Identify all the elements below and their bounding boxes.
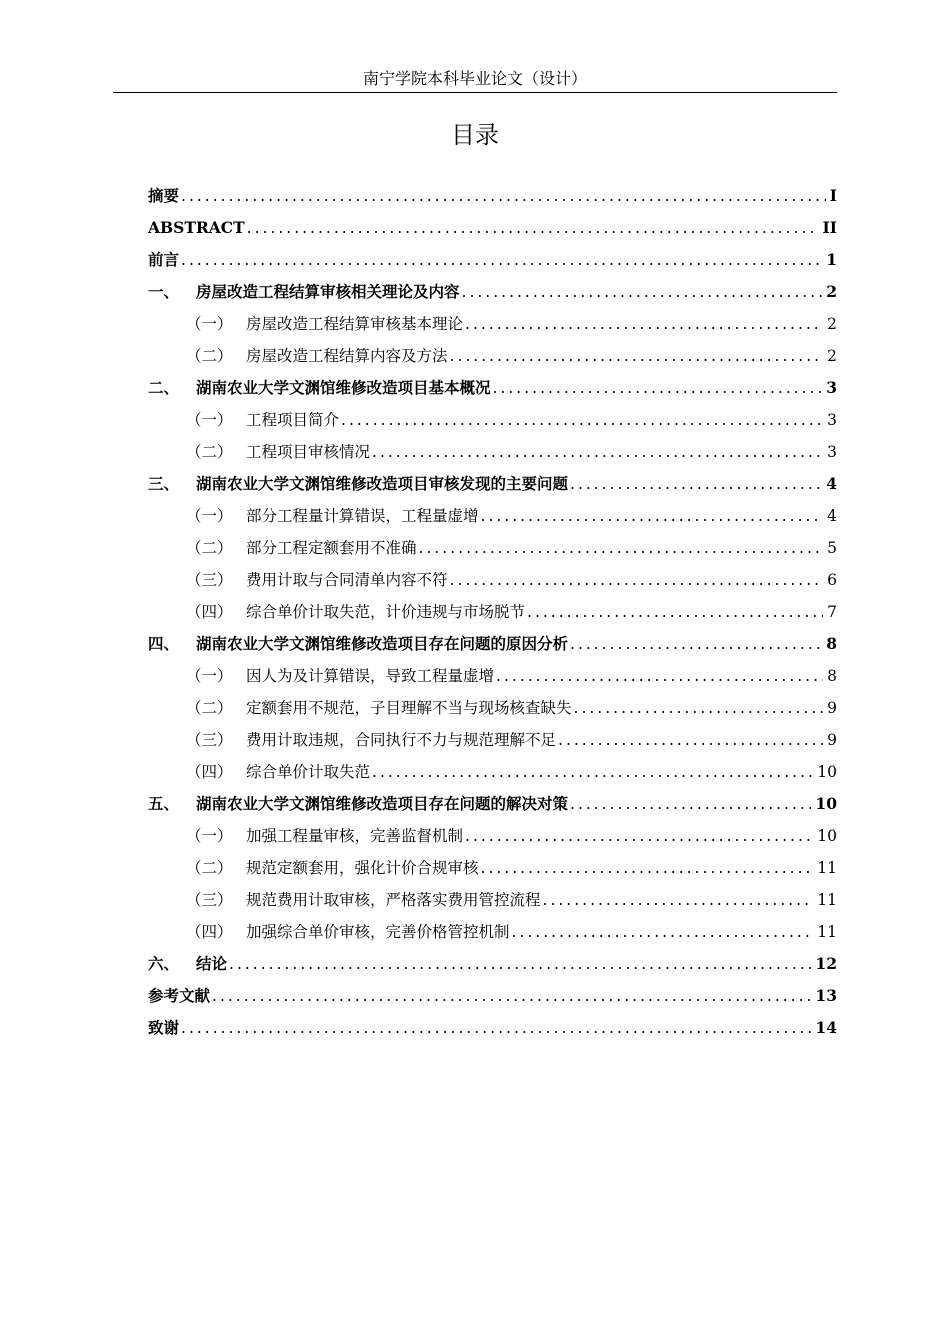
toc-page-number: 6 xyxy=(827,571,837,589)
toc-subentry[interactable] xyxy=(148,884,837,916)
dot-leader xyxy=(558,724,823,756)
toc-entry-title: 因人为及计算错误，导致工程量虚增 xyxy=(246,667,495,685)
toc-entry[interactable] xyxy=(148,244,837,276)
toc-entry-number: 一、 xyxy=(148,282,180,301)
toc-page-number: 3 xyxy=(827,443,837,461)
toc-page-number: 2 xyxy=(826,282,837,301)
toc-page-number: 9 xyxy=(827,731,837,749)
toc-page-number: 13 xyxy=(815,986,837,1005)
table-of-contents xyxy=(148,180,837,1044)
toc-subentry[interactable] xyxy=(148,340,837,372)
dot-leader xyxy=(247,212,819,244)
toc-entry-title: 湖南农业大学文渊馆维修改造项目审核发现的主要问题 xyxy=(196,474,569,493)
toc-page-number: 14 xyxy=(815,1018,837,1037)
toc-subentry[interactable] xyxy=(148,500,837,532)
toc-page-number: I xyxy=(829,186,837,205)
dot-leader xyxy=(570,788,811,820)
dot-leader xyxy=(372,436,823,468)
toc-subentry[interactable] xyxy=(148,916,837,948)
dot-leader xyxy=(481,500,824,532)
toc-entry-title: 摘要 xyxy=(148,186,180,205)
toc-page-number: 2 xyxy=(827,315,837,333)
dot-leader xyxy=(570,628,822,660)
toc-page-number: 10 xyxy=(817,827,837,845)
toc-entry-number: 二、 xyxy=(148,378,180,397)
toc-entry[interactable] xyxy=(148,212,837,244)
toc-page-number: 3 xyxy=(826,378,837,397)
toc-page-number: II xyxy=(822,218,837,237)
dot-leader xyxy=(481,852,814,884)
dot-leader xyxy=(462,276,823,308)
page-title: 目录 xyxy=(451,121,499,149)
toc-entry-title: 房屋改造工程结算审核基本理论 xyxy=(246,315,464,333)
toc-page-number: 12 xyxy=(815,954,837,973)
toc-entry-title: 加强工程量审核，完善监督机制 xyxy=(246,827,464,845)
toc-entry-title: 湖南农业大学文渊馆维修改造项目存在问题的解决对策 xyxy=(196,794,569,813)
dot-leader xyxy=(229,948,811,980)
dot-leader xyxy=(372,756,813,788)
toc-entry[interactable] xyxy=(148,980,837,1012)
toc-page-number: 5 xyxy=(827,539,837,557)
toc-entry-title: 前言 xyxy=(148,250,180,269)
toc-entry-number: （一） xyxy=(186,507,233,525)
dot-leader xyxy=(181,244,822,276)
dot-leader xyxy=(512,916,814,948)
toc-entry[interactable] xyxy=(148,628,837,660)
dot-leader xyxy=(574,692,824,724)
toc-page-number: 8 xyxy=(827,667,837,685)
toc-entry[interactable] xyxy=(148,1012,837,1044)
dot-leader xyxy=(496,660,823,692)
toc-page-number: 9 xyxy=(827,699,837,717)
toc-entry-title: 费用计取违规，合同执行不力与规范理解不足 xyxy=(246,731,557,749)
dot-leader xyxy=(465,820,813,852)
toc-page-number: 2 xyxy=(827,347,837,365)
toc-entry-number: 三、 xyxy=(148,474,180,493)
toc-entry-title: 定额套用不规范，子目理解不当与现场核查缺失 xyxy=(246,699,572,717)
dot-leader xyxy=(181,1012,811,1044)
toc-entry-title: 综合单价计取失范，计价违规与市场脱节 xyxy=(246,603,526,621)
toc-entry-title: 致谢 xyxy=(148,1018,180,1037)
toc-subentry[interactable] xyxy=(148,660,837,692)
dot-leader xyxy=(493,372,823,404)
toc-entry-title: 工程项目简介 xyxy=(246,411,340,429)
toc-entry-number: （二） xyxy=(186,539,233,557)
toc-entry-number: 六、 xyxy=(148,954,180,973)
toc-entry-title: 湖南农业大学文渊馆维修改造项目存在问题的原因分析 xyxy=(196,634,569,653)
toc-entry-number: （一） xyxy=(186,411,233,429)
dot-leader xyxy=(465,308,823,340)
toc-entry-title: 工程项目审核情况 xyxy=(246,443,371,461)
toc-subentry[interactable] xyxy=(148,308,837,340)
toc-entry-title: 加强综合单价审核，完善价格管控机制 xyxy=(246,923,510,941)
dot-leader xyxy=(527,596,823,628)
toc-entry-number: （三） xyxy=(186,891,233,909)
toc-entry[interactable] xyxy=(148,180,837,212)
toc-entry-number: （一） xyxy=(186,827,233,845)
toc-entry-number: 五、 xyxy=(148,794,180,813)
toc-entry-number: （一） xyxy=(186,667,233,685)
toc-entry-number: （四） xyxy=(186,603,233,621)
toc-entry-title: 费用计取与合同清单内容不符 xyxy=(246,571,448,589)
toc-page-number: 10 xyxy=(817,763,837,781)
toc-entry-title: 规范费用计取审核，严格落实费用管控流程 xyxy=(246,891,541,909)
toc-subentry[interactable] xyxy=(148,852,837,884)
toc-entry-number: （二） xyxy=(186,347,233,365)
toc-entry-number: （三） xyxy=(186,731,233,749)
dot-leader xyxy=(212,980,811,1012)
toc-entry-number: 四、 xyxy=(148,634,180,653)
dot-leader xyxy=(570,468,822,500)
toc-entry-number: （四） xyxy=(186,923,233,941)
toc-entry-number: （三） xyxy=(186,571,233,589)
toc-entry-number: （四） xyxy=(186,763,233,781)
toc-entry-title: 结论 xyxy=(196,954,228,973)
toc-entry[interactable] xyxy=(148,788,837,820)
toc-entry-title: 湖南农业大学文渊馆维修改造项目基本概况 xyxy=(196,378,491,397)
toc-entry-title: 部分工程定额套用不准确 xyxy=(246,539,417,557)
dot-leader xyxy=(450,564,824,596)
toc-page-number: 10 xyxy=(815,794,837,813)
toc-subentry[interactable] xyxy=(148,756,837,788)
toc-subentry[interactable] xyxy=(148,724,837,756)
toc-subentry[interactable] xyxy=(148,596,837,628)
toc-page-number: 1 xyxy=(826,250,837,269)
toc-entry[interactable] xyxy=(148,468,837,500)
toc-entry-number: （二） xyxy=(186,859,233,877)
dot-leader xyxy=(181,180,826,212)
toc-subentry[interactable] xyxy=(148,404,837,436)
toc-page-number: 3 xyxy=(827,411,837,429)
running-header: 南宁学院本科毕业论文（设计） xyxy=(113,66,837,93)
dot-leader xyxy=(450,340,824,372)
toc-entry-title: 综合单价计取失范 xyxy=(246,763,371,781)
toc-entry-title: 部分工程量计算错误，工程量虚增 xyxy=(246,507,479,525)
toc-entry-title: 规范定额套用，强化计价合规审核 xyxy=(246,859,479,877)
toc-entry-number: （二） xyxy=(186,699,233,717)
toc-page-number: 8 xyxy=(826,634,837,653)
toc-subentry[interactable] xyxy=(148,564,837,596)
toc-page-number: 11 xyxy=(817,923,837,941)
toc-page-number: 4 xyxy=(826,474,837,493)
dot-leader xyxy=(341,404,823,436)
toc-subentry[interactable] xyxy=(148,532,837,564)
toc-entry-title: 房屋改造工程结算内容及方法 xyxy=(246,347,448,365)
toc-entry[interactable] xyxy=(148,948,837,980)
toc-page-number: 7 xyxy=(827,603,837,621)
dot-leader xyxy=(543,884,814,916)
toc-subentry[interactable] xyxy=(148,692,837,724)
toc-subentry[interactable] xyxy=(148,436,837,468)
toc-entry-title: 参考文献 xyxy=(148,986,211,1005)
toc-page-number: 11 xyxy=(817,859,837,877)
toc-entry-number: （二） xyxy=(186,443,233,461)
dot-leader xyxy=(419,532,824,564)
toc-entry-number: （一） xyxy=(186,315,233,333)
toc-entry[interactable] xyxy=(148,372,837,404)
toc-entry[interactable] xyxy=(148,276,837,308)
toc-entry-title: 房屋改造工程结算审核相关理论及内容 xyxy=(196,282,460,301)
toc-page-number: 4 xyxy=(827,507,837,525)
toc-subentry[interactable] xyxy=(148,820,837,852)
toc-page-number: 11 xyxy=(817,891,837,909)
toc-entry-title: ABSTRACT xyxy=(148,218,245,237)
